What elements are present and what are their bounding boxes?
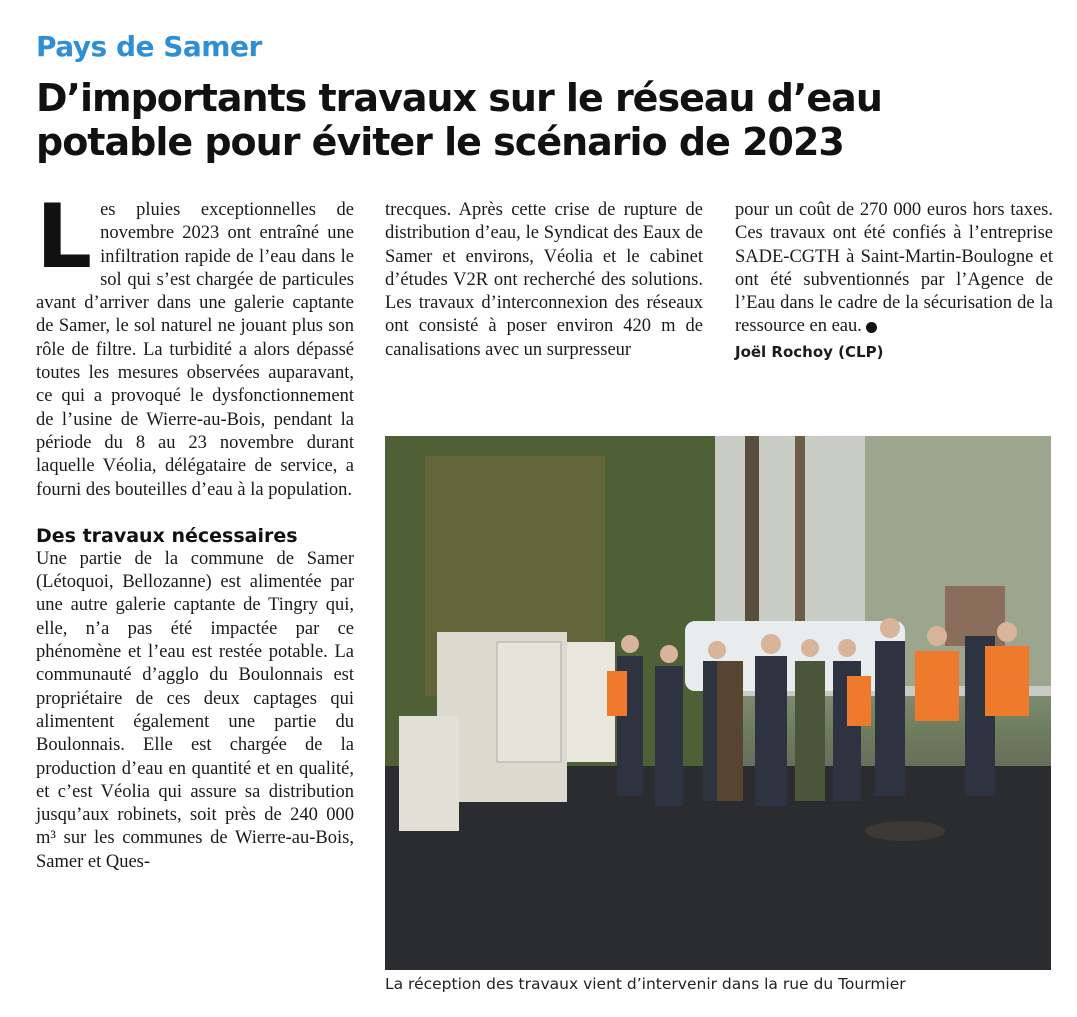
closing-text: pour un coût de 270 000 euros hors taxes. Ces travaux ont été confiés à l’entreprise SADE-CGTH à Saint-Martin-Boulogne et ont été subventionnés par l’Agence de l’Eau dans le cadre de la sécurisation de la ressource en eau.: [735, 200, 1053, 337]
article-headline: D’importants travaux sur le réseau d’eau potable pour éviter le scénario de 2023: [36, 76, 882, 164]
body-paragraph: Une partie de la commune de Samer (Létoquoi, Bellozanne) est alimentée par une autre galerie captante de Tingry qui, elle, n’a pas été impactée par ce phénomène et l’eau est restée potable. La communauté d’agglo du Boulonnais est propriétaire de ces deux captages qui alimentent également une partie du Boulonnais. Elle est chargée de la production d’eau en quantité et en qualité, et c’est Véolia qui assure sa distribution jusqu’aux robinets, soit près de 240 000 m³ sur les communes de Wierre-au-Bois, Samer et Ques-: [36, 548, 354, 872]
section-subhead: Des travaux nécessaires: [36, 524, 298, 547]
end-mark-icon: [866, 322, 877, 333]
photo-caption: La réception des travaux vient d’intervenir dans la rue du Tourmier: [385, 975, 906, 993]
intro-paragraph: es pluies exceptionnelles de novembre 2023 ont entraîné une infiltration rapide de l’eau dans le sol qui s’est chargée de particules avant d’arriver dans une galerie captante de Samer, le sol naturel ne jouant plus son rôle de filtre. La turbidité a alors dépassé toutes les mesures observées auparavant, ce qui a provoqué le dysfonctionnement de l’usine de Wierre-au-Bois, pendant la période du 8 au 23 novembre durant laquelle Véolia, délégataire de service, a fourni des bouteilles d’eau à la population.: [36, 200, 354, 500]
body-paragraph: [735, 199, 1053, 339]
section-kicker: Pays de Samer: [36, 30, 262, 63]
article-column-2: [385, 199, 703, 362]
article-column-3: [735, 199, 1053, 364]
article-photo: [385, 436, 1051, 970]
article-column-1: [36, 185, 354, 874]
byline: Joël Rochoy (CLP): [735, 342, 884, 361]
drop-cap: L: [36, 185, 93, 288]
photo-illustration: [385, 436, 1051, 970]
body-paragraph: trecques. Après cette crise de rupture de distribution d’eau, le Syndicat des Eaux de Samer et environs, Véolia et le cabinet d’études V2R ont recherché des solutions. Les travaux d’interconnexion des réseaux ont consisté à poser environ 420 m de canalisations avec un surpresseur: [385, 200, 703, 360]
